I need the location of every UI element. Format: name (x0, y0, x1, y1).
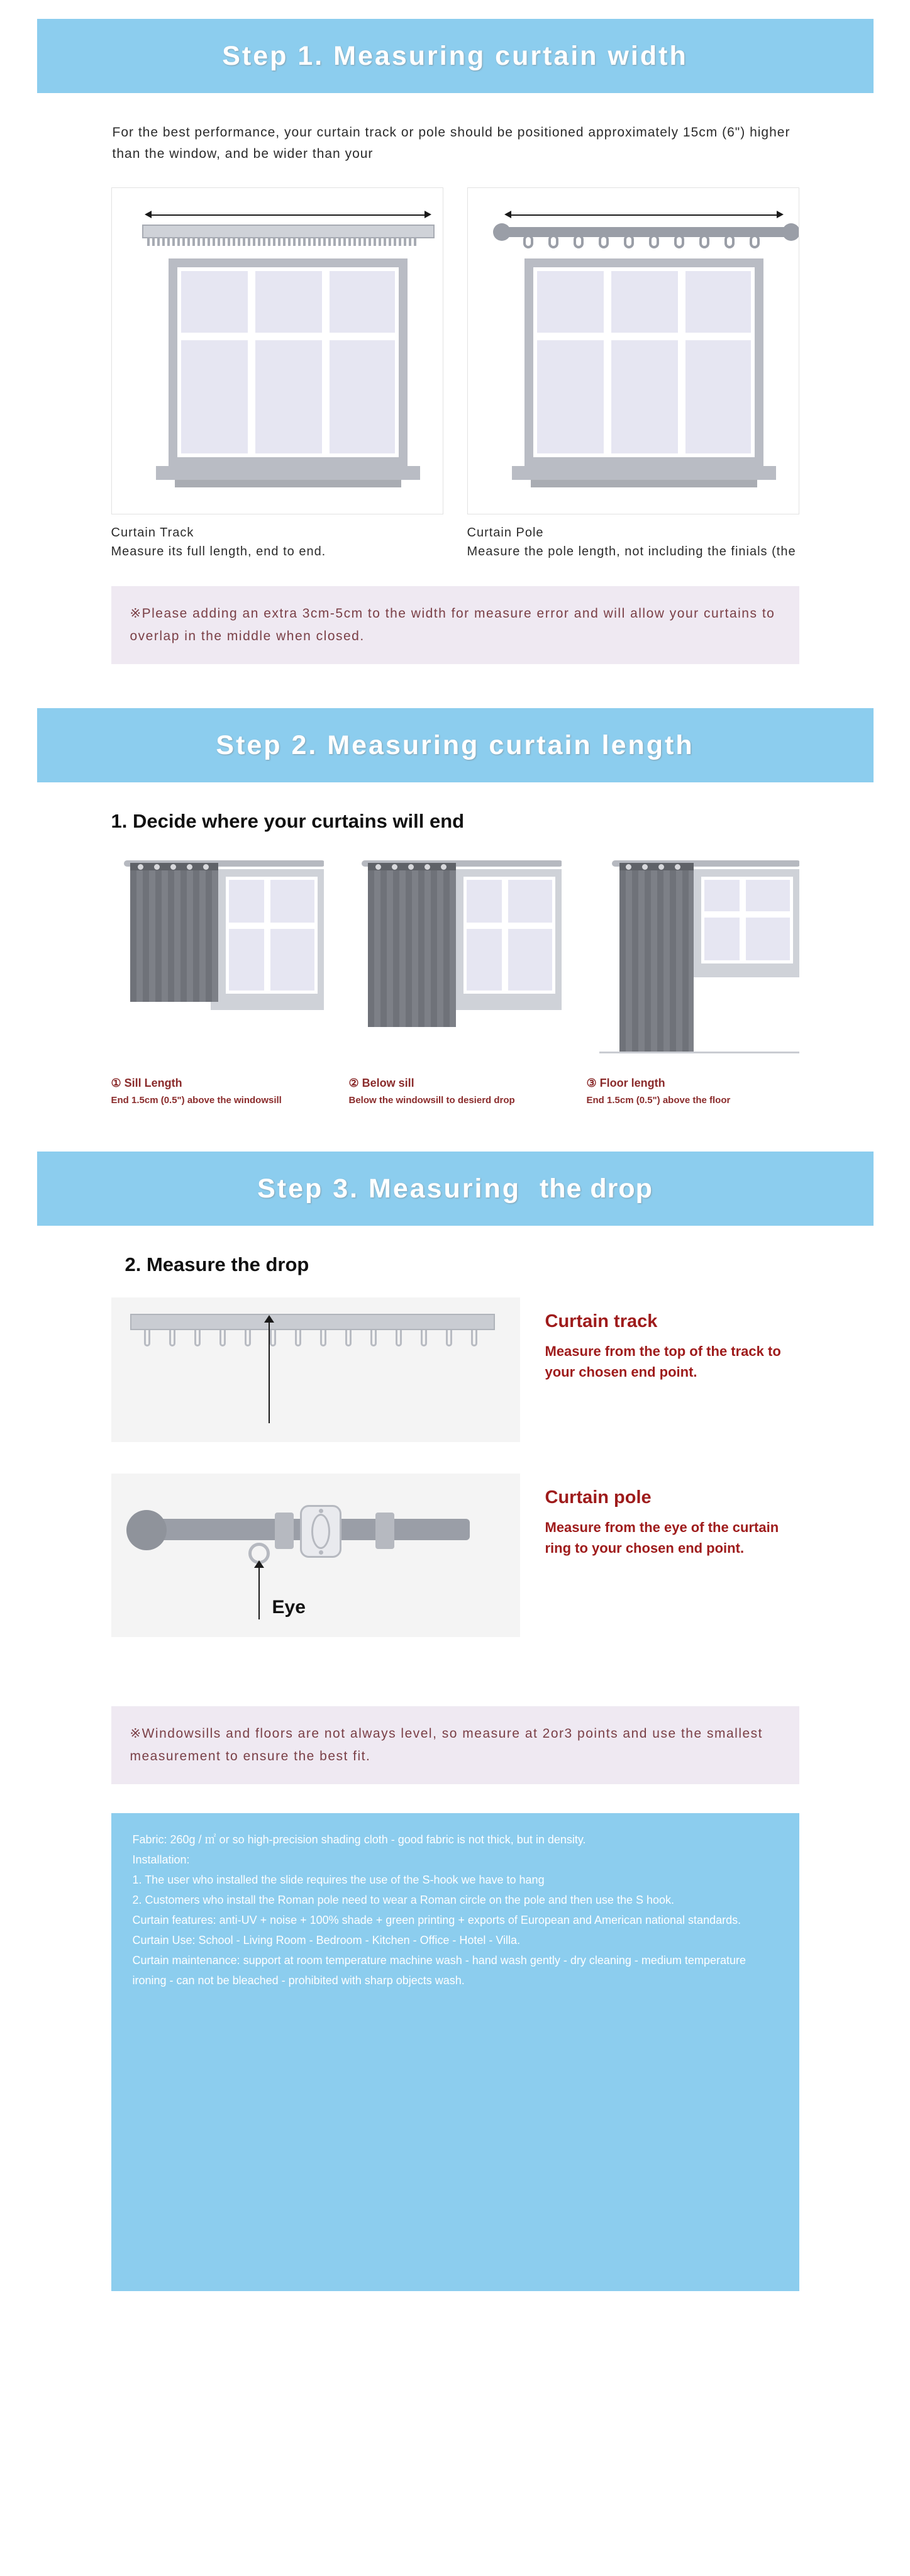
sill-length-diagram (111, 850, 324, 1070)
window-pane (226, 877, 267, 926)
bracket-screw (319, 1509, 323, 1513)
window-sill-shadow (175, 480, 401, 487)
width-arrow-right-head (777, 211, 784, 218)
option-title: ③ Floor length (586, 1077, 665, 1089)
step1-banner-label: Step 1. Measuring curtain width (222, 40, 688, 71)
window-pane (533, 336, 608, 457)
track-drop-body: Measure from the top of the track to your chosen end point. (545, 1343, 781, 1380)
window-pane (463, 926, 505, 994)
window-pane (682, 336, 755, 457)
grommet (154, 864, 160, 870)
curtain-track-diagram (111, 187, 443, 514)
floor-length-diagram (587, 850, 799, 1070)
track-drop-title: Curtain track (545, 1311, 658, 1331)
drop-measure-arrow-head (264, 1315, 274, 1323)
window-pane (743, 914, 793, 963)
track-hook (245, 1330, 251, 1346)
track-hook (219, 1330, 226, 1346)
curtain-ring (750, 235, 760, 248)
window-pane (608, 336, 682, 457)
window-pane (252, 267, 326, 336)
step3-banner (37, 1152, 874, 1226)
spec-installation-2: 2. Customers who install the Roman pole need to wear a Roman circle on the pole and then use the S hook. (132, 1894, 675, 1906)
grommet (658, 864, 664, 870)
grommet (375, 864, 381, 870)
option-title: ① Sill Length (111, 1077, 182, 1089)
track-hooks (147, 238, 416, 246)
window-sill-shadow (531, 480, 757, 487)
curtain-panel (368, 867, 456, 1027)
window-pane (533, 267, 608, 336)
curtain-ring (599, 235, 609, 248)
window-pane (267, 877, 318, 926)
track-hook (270, 1330, 276, 1346)
window-pane (252, 336, 326, 457)
window-pane (177, 336, 252, 457)
step1-intro-text: For the best performance, your curtain track or pole should be positioned approximately 15cm (6") higher than the window, and be wider than your (112, 125, 791, 161)
window-pane (505, 926, 555, 994)
spec-installation-heading: Installation: (132, 1853, 190, 1866)
eye-label: Eye (272, 1597, 306, 1618)
curtain-pole-diagram (467, 187, 799, 514)
grommet (203, 864, 209, 870)
track-caption-title: Curtain Track (111, 526, 194, 540)
step1-diagram-row (37, 187, 874, 514)
track-hook (320, 1330, 326, 1346)
bracket-oval (311, 1514, 330, 1549)
window-pane (701, 914, 743, 963)
below-sill-diagram (349, 850, 562, 1070)
window-pane (267, 926, 318, 994)
spec-maintenance: Curtain maintenance: support at room temperature machine wash - hand wash gently - dry cleaning - medium temperature ironing - can not be bleached - prohibited with sharp objects wash. (132, 1954, 746, 1987)
option-subtitle: Below the windowsill to desierd drop (348, 1095, 515, 1106)
track-bar (142, 225, 435, 238)
track-hook (421, 1330, 427, 1346)
track-hook (370, 1330, 377, 1346)
window-pane (505, 877, 555, 926)
step1-note: ※Please adding an extra 3cm-5cm to the width for measure error and will allow your curtains to overlap in the middle when closed. (111, 586, 799, 664)
product-spec-block (111, 1813, 799, 2291)
window-pane (682, 267, 755, 336)
window-pane (326, 336, 399, 457)
track-hook (194, 1330, 201, 1346)
pole-bracket (375, 1513, 394, 1549)
grommet (408, 864, 414, 870)
step3-banner-main: Step 3. Measuring (257, 1173, 521, 1204)
track-hook (446, 1330, 452, 1346)
curtain-panel (619, 867, 694, 1052)
pole-drop-text (545, 1474, 799, 1558)
track-caption-body: Measure its full length, end to end. (111, 545, 326, 558)
pole-caption-body: Measure the pole length, not including the finials (the (467, 545, 796, 558)
width-arrow-left-head (145, 211, 152, 218)
window-pane (743, 877, 793, 914)
step3-banner-label (257, 1174, 653, 1204)
pole-finial-left (493, 223, 511, 241)
window-sill (686, 970, 799, 977)
window-pane (701, 877, 743, 914)
grommet (642, 864, 648, 870)
curtain-ring (548, 235, 558, 248)
step2-subhead: 1. Decide where your curtains will end (111, 810, 465, 832)
spec-fabric: Fabric: 260g / ㎡ or so high-precision shading cloth - good fabric is not thick, but in density. (132, 1833, 586, 1846)
width-arrow-left-head (504, 211, 511, 218)
measure-pole-block (37, 1474, 874, 1637)
pole-finial-right (782, 223, 799, 241)
window-pane (326, 267, 399, 336)
curtain-ring (574, 235, 584, 248)
track-bar (130, 1314, 495, 1330)
step3-banner-sub: the drop (539, 1173, 653, 1204)
curtain-ring (523, 235, 533, 248)
window-sill (512, 466, 776, 480)
track-hook (345, 1330, 352, 1346)
eye-measure-arrow-head (254, 1560, 264, 1568)
content-wrapper (37, 0, 874, 2291)
step1-banner (37, 19, 874, 93)
eye-measure-arrow (258, 1568, 260, 1619)
grommet (187, 864, 192, 870)
grommet (626, 864, 631, 870)
spec-features: Curtain features: anti-UV + noise + 100% shade + green printing + exports of European and American national standards. (132, 1914, 741, 1926)
pole-caption-title: Curtain Pole (467, 526, 544, 540)
track-hook (169, 1330, 175, 1346)
step2-options-row (37, 850, 874, 1108)
pole-drop-body: Measure from the eye of the curtain ring to your chosen end point. (545, 1519, 779, 1556)
drop-measure-arrow (269, 1323, 270, 1423)
step3-note: ※Windowsills and floors are not always level, so measure at 2or3 points and use the smallest measurement to ensure the best fit. (111, 1706, 799, 1784)
track-hook (396, 1330, 402, 1346)
curtain-ring (649, 235, 659, 248)
step2-banner (37, 708, 874, 782)
pole-drop-title: Curtain pole (545, 1487, 652, 1507)
track-hook (295, 1330, 301, 1346)
curtain-ring (699, 235, 709, 248)
width-arrow-line (150, 214, 426, 216)
grommet (138, 864, 143, 870)
option-title: ② Below sill (348, 1077, 414, 1089)
pole-caption (467, 523, 799, 561)
option-below-sill (349, 850, 562, 1108)
window-pane (463, 877, 505, 926)
track-hook (144, 1330, 150, 1346)
option-subtitle: End 1.5cm (0.5") above the floor (586, 1095, 731, 1106)
track-hook (471, 1330, 477, 1346)
window-pane (608, 267, 682, 336)
grommet (675, 864, 680, 870)
curtain-ring (624, 235, 634, 248)
bracket-screw (319, 1550, 323, 1555)
option-subtitle: End 1.5cm (0.5") above the windowsill (111, 1095, 282, 1106)
grommet (170, 864, 176, 870)
pole-finial (126, 1510, 167, 1550)
width-arrow-line (509, 214, 779, 216)
track-caption (111, 523, 443, 561)
pole-drop-diagram (111, 1474, 520, 1637)
floor-line (599, 1052, 799, 1053)
grommet (441, 864, 447, 870)
window-pane (226, 926, 267, 994)
curtain-panel (130, 867, 218, 1002)
measure-track-block (37, 1297, 874, 1442)
step2-banner-label: Step 2. Measuring curtain length (216, 730, 694, 760)
option-sill-length (111, 850, 324, 1108)
pole-bar (504, 227, 789, 237)
grommet (392, 864, 397, 870)
curtain-ring (724, 235, 735, 248)
window-sill (156, 466, 420, 480)
width-arrow-right-head (424, 211, 431, 218)
step1-captions (37, 523, 874, 561)
curtain-ring (674, 235, 684, 248)
option-floor-length (587, 850, 799, 1108)
track-drop-diagram (111, 1297, 520, 1442)
pole-bracket (275, 1513, 294, 1549)
track-drop-text (545, 1297, 799, 1382)
window-sill (211, 1001, 324, 1010)
spec-use: Curtain Use: School - Living Room - Bedroom - Kitchen - Office - Hotel - Villa. (132, 1934, 521, 1946)
window-sill (448, 1001, 562, 1010)
step3-subhead: 2. Measure the drop (125, 1253, 309, 1275)
grommet (424, 864, 430, 870)
spec-installation-1: 1. The user who installed the slide requires the use of the S-hook we have to hang (132, 1874, 545, 1886)
window-pane (177, 267, 252, 336)
